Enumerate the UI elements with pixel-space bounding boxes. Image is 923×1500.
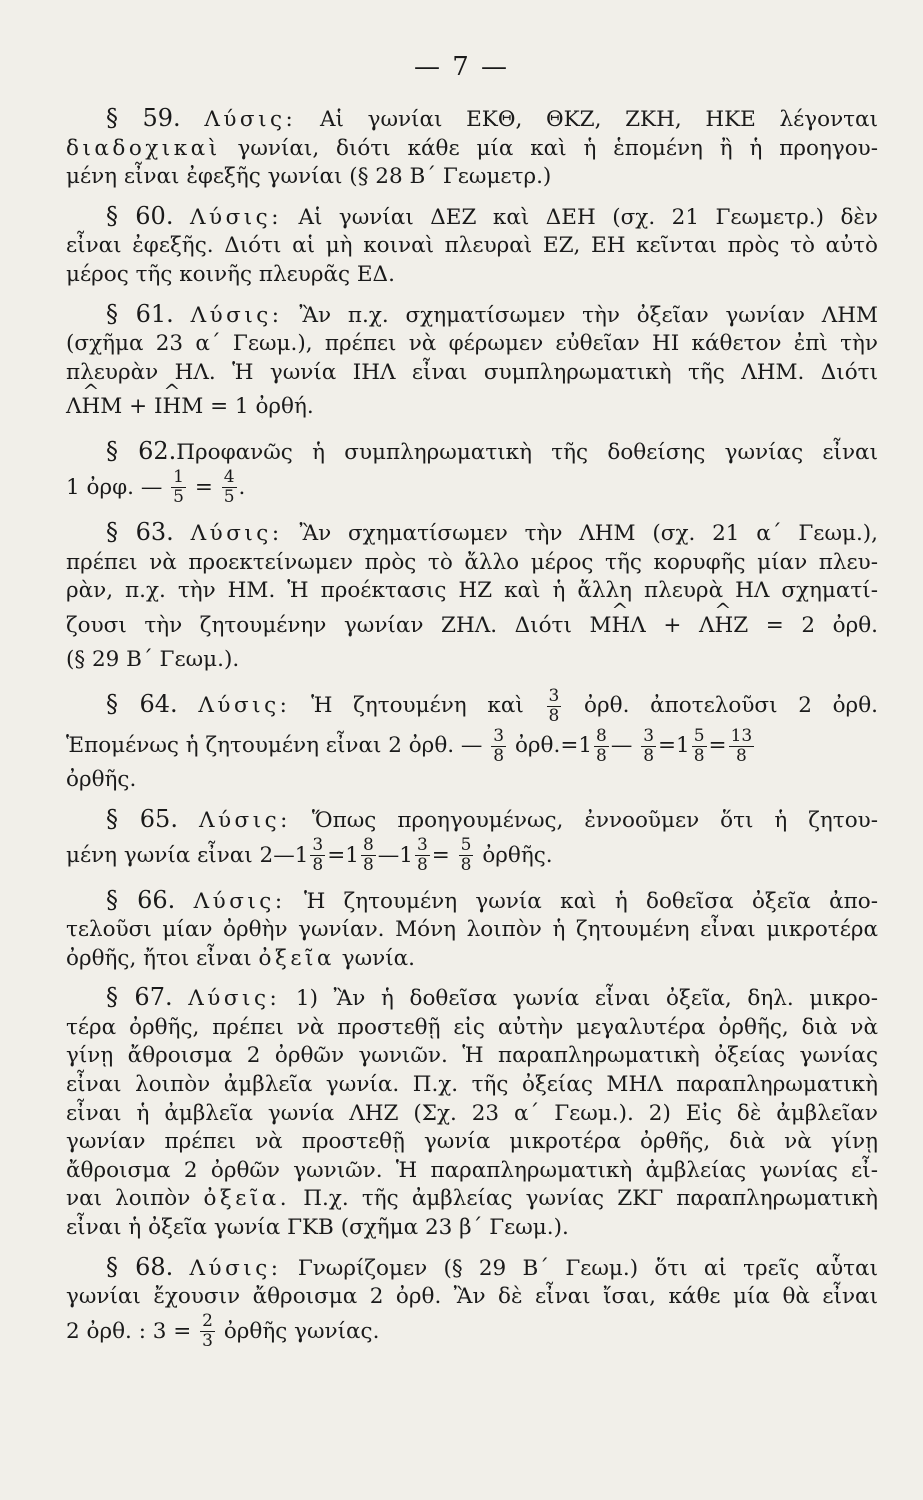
equation-65: μένη γωνία εἶναι 2—1 $\frac{3}{8}$ =1 $\frac{8}{8}$ —1 $\frac{3}{8}$ = $\frac{5}{8}$ ὀρθῆς.	[66, 835, 553, 875]
fraction: $\frac{1}{5}$	[173, 467, 184, 508]
section-number: § 62.	[106, 437, 177, 466]
fraction: $\frac{3}{8}$	[416, 835, 428, 875]
fraction: $\frac{2}{3}$	[202, 1311, 213, 1352]
section-number: § 63.	[106, 517, 174, 546]
paragraph-67: § 67. Λύσις: 1) Ἂν ἡ δοθεῖσα γωνία εἶναι ὀξεῖα, δηλ. μικρο- τέρα ὀρθῆς, πρέπει νὰ προστεθῇ εἰς αὐτὴν μεγαλυτέρα ὀρθῆς, διὰ νὰ γίνῃ ἄθροισμα 2 ὀρθῶν γωνιῶν. Ἡ παραπληρωματικὴ ὀξείας γωνίας εἶναι λοιπὸν ἀμβλεῖα γωνία. Π.χ. τῆς ὀξείας ΜΗΛ παραπληρωματικὴ εἶναι ἡ ἀμβλεῖα γωνία ΛΗΖ (Σχ. 23 α΄ Γεωμ.). 2) Εἰς δὲ ἀμβλεῖαν γωνίαν πρέπει νὰ προστεθῇ γωνία μικροτέρα ὀρθῆς, διὰ νὰ γίνῃ ἄθροισμα 2 ὀρθῶν γωνιῶν. Ἡ παραπληρωματικὴ ἀμβλείας γωνίας εἶ- ναι λοιπὸν ὀξεῖα. Π.χ. τῆς ἀμβλείας γωνίας ΖΚΓ παραπληρωματικὴ εἶναι ἡ ὀξεῖα γωνία ΓΚΒ (σχῆμα 23 β΄ Γεωμ.).	[66, 983, 879, 1241]
paragraph-60: § 60. Λύσις: Αἱ γωνίαι ΔΕΖ καὶ ΔΕΗ (σχ. 21 Γεωμετρ.) δὲν εἶναι ἐφεξῆς. Διότι αἱ μὴ κοιναὶ πλευραὶ ΕΖ, ΕΗ κεῖνται πρὸς τὸ αὐτὸ μέρος τῆς κοινῆς πλευρᾶς ΕΔ.	[66, 201, 878, 287]
equation-62: 1 ὀρφ. — $\frac{1}{5}$ = $\frac{4}{5}$ .	[66, 467, 246, 508]
section-number: § 68.	[106, 1252, 174, 1281]
equation-61: Λ^ ΗΜ + Ι^ ΗΜ = 1 ὀρθή.	[66, 387, 878, 427]
equation-68: 2 ὀρθ. : 3 = $\frac{2}{3}$ ὀρθῆς γωνίας.	[66, 1311, 380, 1352]
equation-63: ζουσι τὴν ζητουμένην γωνίαν ΖΗΛ. Διότι Μ^ ΗΛ + Λ^ ΗΖ = 2 ὀρθ.	[66, 606, 878, 646]
fraction: $\frac{8}{8}$	[596, 725, 607, 766]
section-number: § 65.	[106, 804, 178, 833]
paragraph-61: § 61. Λύσις: Ἂν π.χ. σχηματίσωμεν τὴν ὀξεῖαν γωνίαν ΛΗΜ (σχῆμα 23 α΄ Γεωμ.), πρέπει νὰ φέρωμεν εὐθεῖαν ΗΙ κάθετον ἐπὶ τὴν πλευρὰν ΗΛ. Ἡ γωνία ΙΗΛ εἶναι συμπληρωματικὴ τῆς ΛΗΜ. Διότι Λ^ ΗΜ + Ι^ ΗΜ = 1 ὀρθή.	[66, 300, 878, 428]
section-number: § 64.	[106, 690, 178, 719]
paragraph-65: § 65. Λύσις: Ὅπως προηγουμένως, ἐννοοῦμεν ὅτι ἡ ζητου- μένη γωνία εἶναι 2—1 $\frac{3}{8}$ =1 $\frac{8}{8}$ —1 $\frac{3}{8}$ = $\frac{5}{8}$ ὀρθῆς.	[66, 804, 878, 875]
section-number: § 66.	[106, 885, 176, 914]
equation-64: Ἑπομένως ἡ ζητουμένη εἶναι 2 ὀρθ. — $\frac{3}{8}$ ὀρθ.=1 $\frac{8}{8}$ — $\frac{3}{8}$ =1 $\frac{5}{8}$ = $\frac{13}{8}$	[66, 725, 753, 766]
paragraph-66: § 66. Λύσις: Ἡ ζητουμένη γωνία καὶ ἡ δοθεῖσα ὀξεῖα ἀπο- τελοῦσι μίαν ὀρθὴν γωνίαν. Μόνη λοιπὸν ἡ ζητουμένη εἶναι μικροτέρα ὀρθῆς, ἤτοι εἶναι ὀξεῖα γωνία.	[66, 885, 878, 971]
fraction: $\frac{13}{8}$	[730, 725, 753, 766]
section-number: § 61.	[106, 299, 174, 328]
fraction: $\frac{3}{8}$	[493, 725, 505, 766]
section-number: § 59.	[106, 104, 181, 132]
fraction: $\frac{8}{8}$	[362, 835, 374, 875]
section-number: § 60.	[106, 201, 174, 230]
paragraph-62: § 62.Προφανῶς ἡ συμπληρωματικὴ τῆς δοθείσης γωνίας εἶναι 1 ὀρφ. — $\frac{1}{5}$ = $\frac{4}{5}$ .	[66, 437, 878, 508]
fraction: $\frac{3}{8}$	[548, 685, 560, 726]
page-number: — 7 —	[413, 52, 510, 82]
section-number: § 67.	[106, 983, 173, 1012]
fraction: $\frac{5}{8}$	[460, 835, 472, 875]
fraction: $\frac{3}{8}$	[643, 725, 655, 766]
paragraph-63: § 63. Λύσις: Ἂν σχηματίσωμεν τὴν ΛΗΜ (σχ. 21 α΄ Γεωμ.), πρέπει νὰ προεκτείνωμεν πρὸς τὸ ἄλλο μέρος τῆς κορυφῆς μίαν πλευ- ρὰν, π.χ. τὴν ΗΜ. Ἡ προέκτασις ΗΖ καὶ ἡ ἄλλη πλευρὰ ΗΛ σχηματί- ζουσι τὴν ζητουμένην γωνίαν ΖΗΛ. Διότι Μ^ ΗΛ + Λ^ ΗΖ = 2 ὀρθ. (§ 29 Β΄ Γεωμ.).	[66, 518, 878, 674]
fraction: $\frac{4}{5}$	[223, 467, 235, 508]
paragraph-59: § 59. Λύσις: Αἱ γωνίαι ΕΚΘ, ΘΚΖ, ΖΚΗ, ΗΚΕ λέγονται διαδοχικαὶ γωνίαι, διότι κάθε μία καὶ ἡ ἑπομένη ἢ ἡ προηγου- μένη εἶναι ἐφεξῆς γωνίαι (§ 28 Β΄ Γεωμετρ.)	[66, 104, 878, 190]
fraction: $\frac{5}{8}$	[693, 725, 705, 766]
paragraph-68: § 68. Λύσις: Γνωρίζομεν (§ 29 Β΄ Γεωμ.) ὅτι αἱ τρεῖς αὗται γωνίαι ἔχουσιν ἄθροισμα 2 ὀρθ. Ἂν δὲ εἶναι ἴσαι, κάθε μία θὰ εἶναι 2 ὀρθ. : 3 = $\frac{2}{3}$ ὀρθῆς γωνίας.	[66, 1252, 878, 1352]
page-body	[66, 104, 878, 1362]
fraction: $\frac{3}{8}$	[312, 835, 324, 875]
paragraph-64: § 64. Λύσις: Ἡ ζητουμένη καὶ $\frac{3}{8}$ ὀρθ. ἀποτελοῦσι 2 ὀρθ. Ἑπομένως ἡ ζητουμένη εἶναι 2 ὀρθ. — $\frac{3}{8}$ ὀρθ.=1 $\frac{8}{8}$ — $\frac{3}{8}$ =1 $\frac{5}{8}$ = $\frac{13}{8}$ ὀρθῆς.	[66, 685, 878, 793]
